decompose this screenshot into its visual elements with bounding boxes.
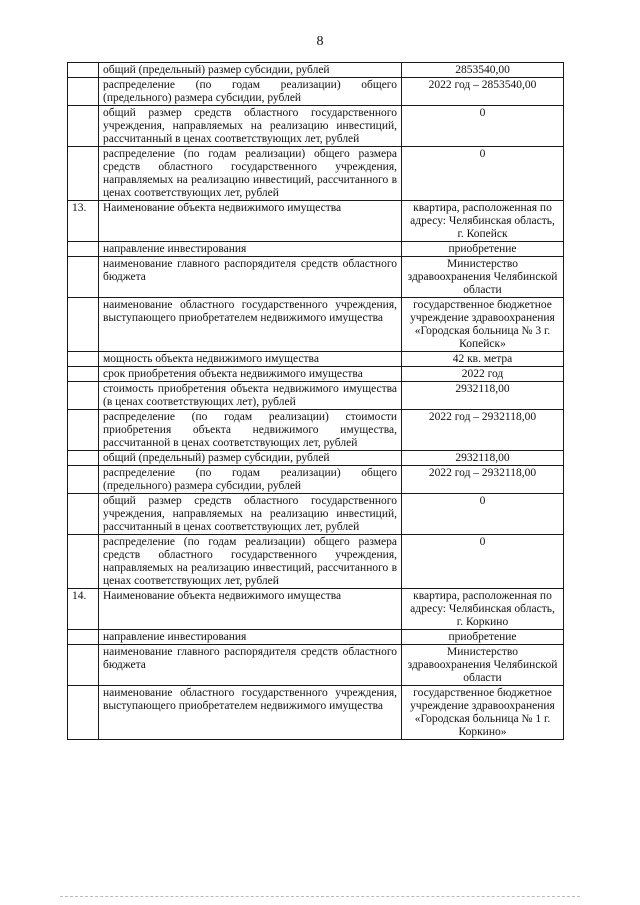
table-row <box>68 352 564 367</box>
row-number-cell <box>68 367 99 382</box>
row-description-cell: стоимость приобретения объекта недвижимого имущества (в ценах соответствующих лет), рублей <box>99 382 402 410</box>
table-row <box>68 106 564 147</box>
row-value-cell: Министерство здравоохранения Челябинской области <box>402 645 564 686</box>
row-value-cell: 2022 год – 2932118,00 <box>402 410 564 451</box>
table-row <box>68 257 564 298</box>
row-description-cell: общий (предельный) размер субсидии, рублей <box>99 451 402 466</box>
row-description-cell: срок приобретения объекта недвижимого имущества <box>99 367 402 382</box>
row-value-cell: 2022 год – 2932118,00 <box>402 466 564 494</box>
row-description-cell: распределение (по годам реализации) общего (предельного) размера субсидии, рублей <box>99 466 402 494</box>
row-value-cell: приобретение <box>402 630 564 645</box>
row-number-cell <box>68 645 99 686</box>
row-value-cell: Министерство здравоохранения Челябинской области <box>402 257 564 298</box>
row-value-cell: государственное бюджетное учреждение здравоохранения «Городская больница № 3 г. Копейск» <box>402 298 564 352</box>
row-description-cell: мощность объекта недвижимого имущества <box>99 352 402 367</box>
table-row <box>68 645 564 686</box>
table-row <box>68 78 564 106</box>
row-number-cell <box>68 686 99 740</box>
table-row <box>68 630 564 645</box>
row-value-cell: 2932118,00 <box>402 451 564 466</box>
row-description-cell: распределение (по годам реализации) общего (предельного) размера субсидии, рублей <box>99 78 402 106</box>
table-row <box>68 63 564 78</box>
row-number-cell: 13. <box>68 201 99 242</box>
table-row <box>68 451 564 466</box>
row-number-cell <box>68 147 99 201</box>
table-row <box>68 382 564 410</box>
bottom-edge-line <box>60 896 580 897</box>
row-description-cell: общий размер средств областного государственного учреждения, направляемых на реализацию инвестиций, рассчитанный в ценах соответствующих лет, рублей <box>99 494 402 535</box>
row-value-cell: 2853540,00 <box>402 63 564 78</box>
table-row <box>68 242 564 257</box>
table-row <box>68 367 564 382</box>
table-body <box>68 63 564 740</box>
table-row <box>68 466 564 494</box>
row-description-cell: Наименование объекта недвижимого имущества <box>99 589 402 630</box>
row-number-cell <box>68 494 99 535</box>
row-number-cell <box>68 257 99 298</box>
row-value-cell: 2022 год – 2853540,00 <box>402 78 564 106</box>
row-value-cell: 0 <box>402 494 564 535</box>
row-description-cell: направление инвестирования <box>99 630 402 645</box>
row-value-cell: 0 <box>402 106 564 147</box>
table-row <box>68 298 564 352</box>
row-description-cell: распределение (по годам реализации) общего размера средств областного государственного учреждения, направляемых на реализацию инвестиций, рассчитанного в ценах соответствующих лет, рублей <box>99 535 402 589</box>
table-row <box>68 494 564 535</box>
row-description-cell: распределение (по годам реализации) общего размера средств областного государственного учреждения, направляемых на реализацию инвестиций, рассчитанного в ценах соответствующих лет, рублей <box>99 147 402 201</box>
row-description-cell: общий (предельный) размер субсидии, рублей <box>99 63 402 78</box>
row-number-cell <box>68 630 99 645</box>
row-description-cell: общий размер средств областного государственного учреждения, направляемых на реализацию инвестиций, рассчитанный в ценах соответствующих лет, рублей <box>99 106 402 147</box>
row-number-cell <box>68 298 99 352</box>
row-value-cell: квартира, расположенная по адресу: Челябинская область, г. Коркино <box>402 589 564 630</box>
row-number-cell: 14. <box>68 589 99 630</box>
row-number-cell <box>68 535 99 589</box>
page-number: 8 <box>316 34 324 49</box>
row-number-cell <box>68 63 99 78</box>
row-value-cell: государственное бюджетное учреждение здравоохранения «Городская больница № 1 г. Коркино» <box>402 686 564 740</box>
investment-table <box>67 62 564 740</box>
row-description-cell: наименование главного распорядителя средств областного бюджета <box>99 257 402 298</box>
row-value-cell: 2932118,00 <box>402 382 564 410</box>
table-row <box>68 589 564 630</box>
row-description-cell: направление инвестирования <box>99 242 402 257</box>
row-number-cell <box>68 466 99 494</box>
table-row <box>68 535 564 589</box>
row-number-cell <box>68 242 99 257</box>
row-value-cell: 2022 год <box>402 367 564 382</box>
row-value-cell: 42 кв. метра <box>402 352 564 367</box>
row-number-cell <box>68 106 99 147</box>
row-description-cell: распределение (по годам реализации) стоимости приобретения объекта недвижимого имущества, рассчитанной в ценах соответствующих лет, рублей <box>99 410 402 451</box>
row-value-cell: 0 <box>402 147 564 201</box>
row-number-cell <box>68 78 99 106</box>
row-number-cell <box>68 410 99 451</box>
row-description-cell: наименование главного распорядителя средств областного бюджета <box>99 645 402 686</box>
row-description-cell: наименование областного государственного учреждения, выступающего приобретателем недвижимого имущества <box>99 298 402 352</box>
row-value-cell: приобретение <box>402 242 564 257</box>
table-row <box>68 410 564 451</box>
table-row <box>68 147 564 201</box>
row-description-cell: наименование областного государственного учреждения, выступающего приобретателем недвижимого имущества <box>99 686 402 740</box>
row-number-cell <box>68 382 99 410</box>
row-description-cell: Наименование объекта недвижимого имущества <box>99 201 402 242</box>
row-number-cell <box>68 352 99 367</box>
row-value-cell: квартира, расположенная по адресу: Челябинская область, г. Копейск <box>402 201 564 242</box>
row-number-cell <box>68 451 99 466</box>
row-value-cell: 0 <box>402 535 564 589</box>
table-row <box>68 686 564 740</box>
table-row <box>68 201 564 242</box>
